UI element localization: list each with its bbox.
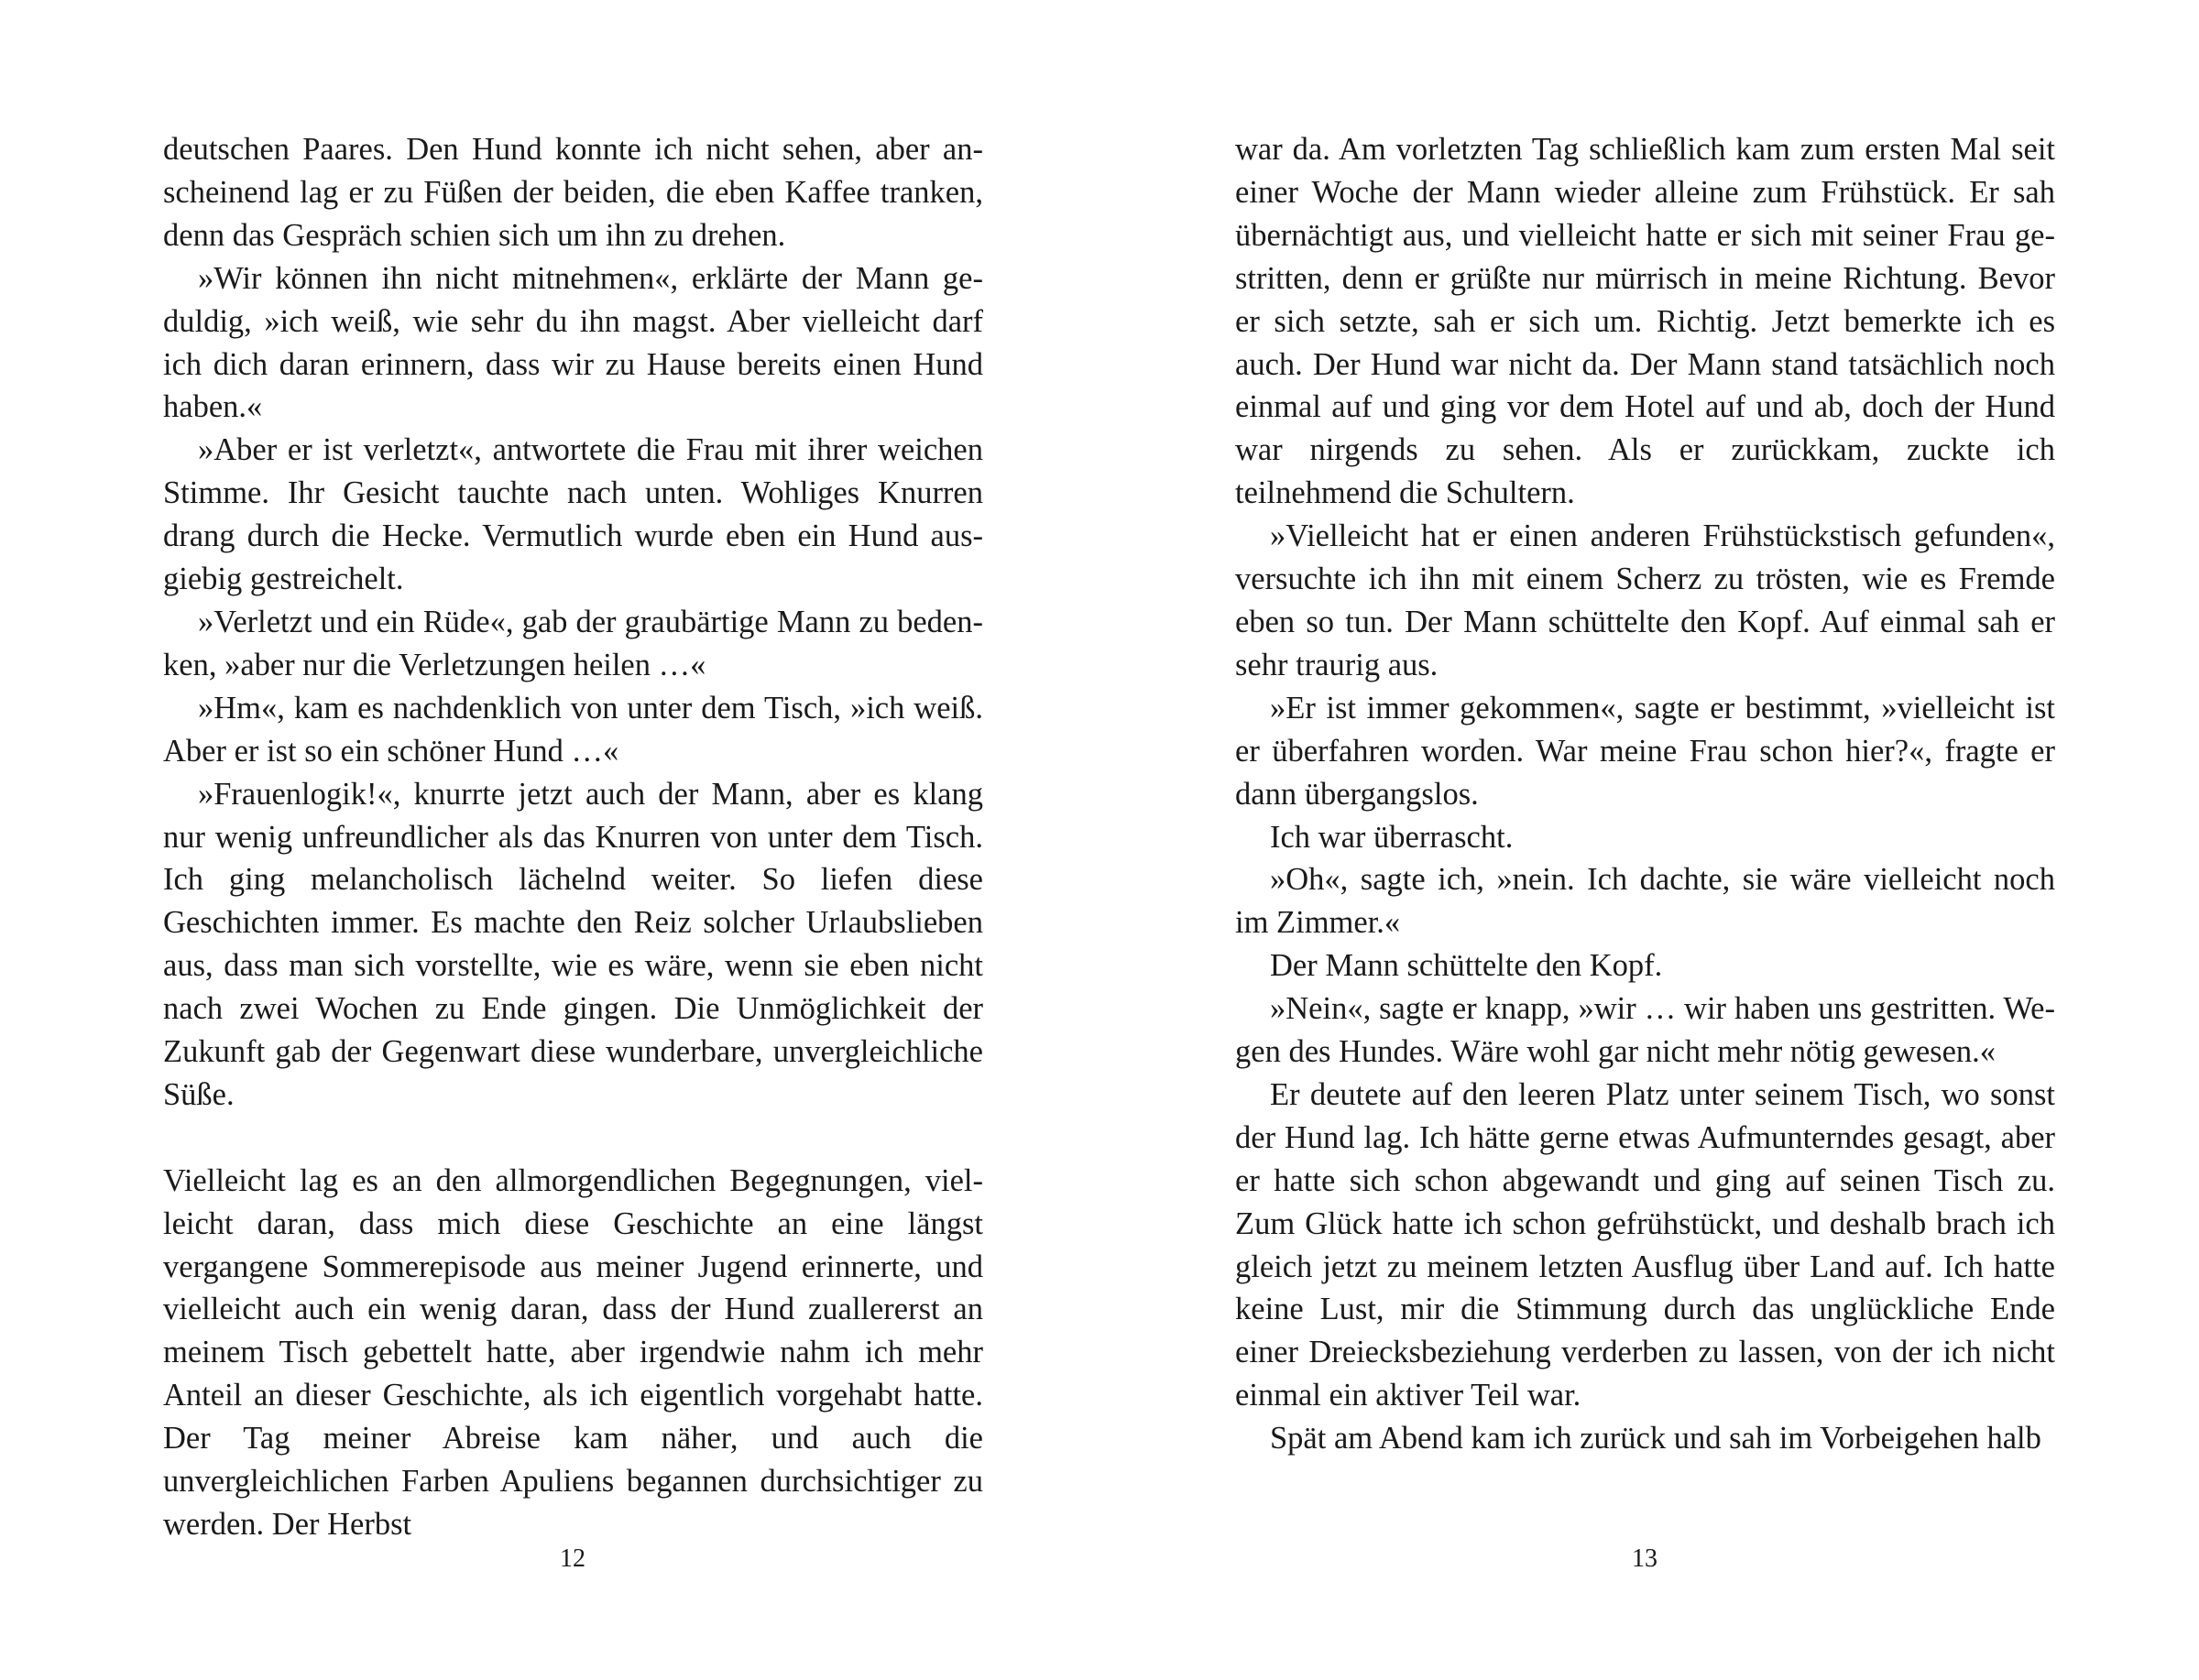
paragraph: Der Mann schüttelte den Kopf. — [1270, 948, 1663, 984]
paragraph: Er deutete auf den leeren Platz unter seinem Tisch, wo sonst der Hund lag. Ich hätte gerne etwas Aufmunterndes gesagt, aber er hatte sich schon abgewandt und ging auf seinen Tisch zu. Zum Glück hatte ich schon gefrühstückt, und deshalb brach ich gleich jetzt zu meinem letzten Ausflug über Land auf. Ich hatte keine Lust, mir die Stimmung durch das unglückliche Ende einer Dreiecksbeziehung verderben zu lassen, von der ich nicht einmal ein aktiver Teil war. — [1235, 1076, 2055, 1413]
paragraph: »Er ist immer gekommen«, sagte er bestimmt, »vielleicht ist er überfahren worden. War meine Frau schon hier?«, fragte er dann übergangslos. — [1235, 690, 2055, 812]
paragraph: »Wir können ihn nicht mitnehmen«, erklärte der Mann geduldig, »ich weiß, wie sehr du ihn magst. Aber vielleicht darf ich dich daran erinnern, dass wir zu Hause bereits einen Hund haben.« — [163, 260, 983, 425]
paragraph: »Hm«, kam es nachdenklich von unter dem Tisch, »ich weiß. Aber er ist so ein schöner Hund …« — [163, 690, 983, 769]
paragraph: Vielleicht lag es an den allmorgendlichen Begegnungen, vielleicht daran, dass mich diese Geschichte an eine längst vergangene Sommerepisode aus meiner Jugend erinnerte, und vielleicht auch ein wenig daran, dass der Hund zuallererst an meinem Tisch gebettelt hatte, aber irgendwie nahm ich mehr Anteil an dieser Geschichte, als ich eigentlich vorgehabt hatte. Der Tag meiner Abreise kam näher, und auch die unvergleichlichen Farben Apuliens begannen durchsichtiger zu werden. Der Herbst — [163, 1162, 983, 1542]
paragraph: »Frauenlogik!«, knurrte jetzt auch der Mann, aber es klang nur wenig unfreundlicher als das Knurren von unter dem Tisch. Ich ging melancholisch lächelnd weiter. So liefen diese Geschichten immer. Es machte den Reiz solcher Urlaubslieben aus, dass man sich vorstellte, wie es wäre, wenn sie eben nicht nach zwei Wochen zu Ende gingen. Die Unmöglichkeit der Zukunft gab der Gegenwart diese wunderbare, unvergleichliche Süße. — [163, 776, 983, 1112]
paragraph: deutschen Paares. Den Hund konnte ich nicht sehen, aber anscheinend lag er zu Füßen der beiden, die eben Kaffee tranken, denn das Gespräch schien sich um ihn zu drehen. — [163, 132, 983, 253]
paragraph: Ich war überrascht. — [1270, 819, 1514, 855]
right-page-text — [1235, 128, 2055, 1460]
paragraph: »Verletzt und ein Rüde«, gab der graubärtige Mann zu bedenken, »aber nur die Verletzungen heilen …« — [163, 604, 983, 682]
right-page — [1100, 0, 2199, 1680]
paragraph: war da. Am vorletzten Tag schließlich kam zum ersten Mal seit einer Woche der Mann wieder alleine zum Frühstück. Er sah übernächtigt aus, und vielleicht hatte er sich mit seiner Frau gestritten, denn er grüßte nur mürrisch in meine Richtung. Bevor er sich setzte, sah er sich um. Richtig. Jetzt bemerkte ich es auch. Der Hund war nicht da. Der Mann stand tatsächlich noch einmal auf und ging vor dem Hotel auf und ab, doch der Hund war nirgends zu sehen. Als er zurückkam, zuckte ich teilnehmend die Schultern. — [1235, 132, 2055, 511]
paragraph: »Aber er ist verletzt«, antwortete die Frau mit ihrer weichen Stimme. Ihr Gesicht tauchte nach unten. Wohliges Knurren drang durch die Hecke. Vermutlich wurde eben ein Hund ausgiebig gestreichelt. — [163, 432, 983, 597]
paragraph: Spät am Abend kam ich zurück und sah im Vorbeigehen halb — [1270, 1421, 2041, 1456]
page-number: 13 — [1632, 1544, 1657, 1573]
left-page-text — [163, 128, 983, 1546]
paragraph: »Vielleicht hat er einen anderen Frühstückstisch gefunden«, versuchte ich ihn mit einem Scherz zu trösten, wie es Fremde eben so tun. Der Mann schüttelte den Kopf. Auf einmal sah er sehr traurig aus. — [1235, 518, 2055, 682]
page-number: 12 — [560, 1544, 585, 1573]
paragraph: »Nein«, sagte er knapp, »wir … wir haben uns gestritten. Wegen des Hundes. Wäre wohl gar nicht mehr nötig gewesen.« — [1235, 991, 2055, 1070]
paragraph: »Oh«, sagte ich, »nein. Ich dachte, sie wäre vielleicht noch im Zimmer.« — [1235, 862, 2055, 941]
